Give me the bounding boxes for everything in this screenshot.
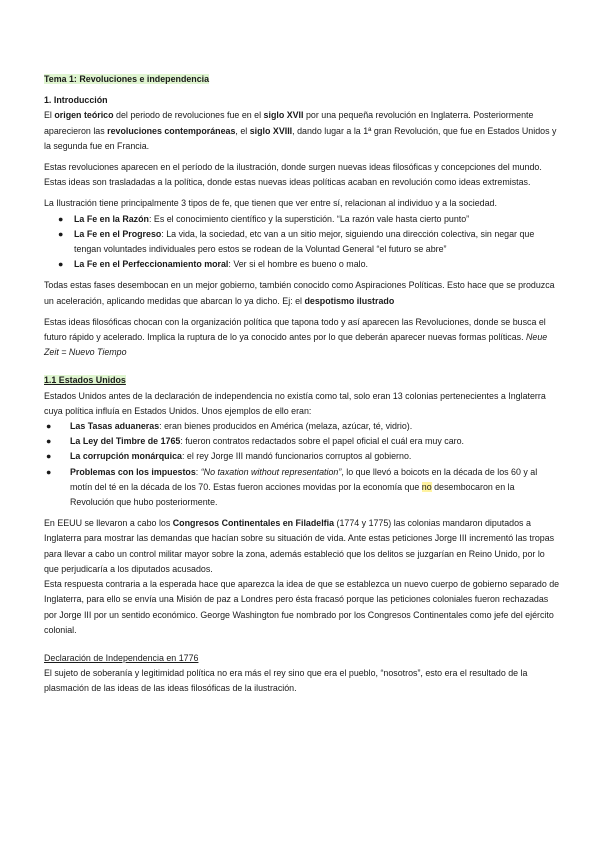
text-run: : Ver si el hombre es bueno o malo. xyxy=(228,259,369,270)
paragraph: Estados Unidos antes de la declaración de independencia no existía como tal, solo eran 13 colonias pertenecientes a Inglaterra cuya política influía en Estados Unidos. Unos ejemplos de ello eran: xyxy=(44,390,546,416)
bold-text: Problemas con los impuestos xyxy=(70,466,196,477)
text-run: desembocaron en la Revolución que hubo posteriormente. xyxy=(70,481,515,508)
bullet-list-ejemplos xyxy=(44,419,560,510)
bullet-item xyxy=(44,465,560,511)
text-run: por una pequeña revolución en Inglaterra. Posteriormente aparecieron las xyxy=(44,110,534,136)
highlighted-text: no xyxy=(421,481,432,492)
bold-text: Congresos Continentales en Filadelfia xyxy=(172,518,335,529)
italic-text: Neue Zeit = Nuevo Tiempo xyxy=(44,332,548,358)
bullet-item xyxy=(44,449,560,464)
bullet-icon: ● xyxy=(46,466,52,477)
italic-text: “No taxation without representation” xyxy=(200,466,342,477)
bold-text: origen teórico xyxy=(54,110,114,121)
paragraph xyxy=(44,278,560,308)
bullet-icon: ● xyxy=(46,421,52,432)
bold-text: siglo XVIII xyxy=(249,125,293,136)
section-heading-estados-unidos: 1.1 Estados Unidos xyxy=(44,375,126,386)
bullet-icon: ● xyxy=(46,451,52,462)
bullet-item xyxy=(44,257,560,272)
bold-text: revoluciones contemporáneas xyxy=(107,125,236,136)
bold-text: despotismo ilustrado xyxy=(304,295,395,306)
bullet-item xyxy=(44,434,560,449)
text-run: Todas estas fases desembocan en un mejor gobierno, también conocido como Aspiraciones Políticas. Esto hace que se produzca un aceleración, aplicando medidas que abarcan lo ya dicho. Ej: el xyxy=(44,280,555,306)
text-run: : el rey Jorge III mandó funcionarios corruptos al gobierno. xyxy=(181,451,412,462)
bold-text: siglo XVII xyxy=(263,110,304,121)
paragraph: Esta respuesta contraria a la esperada hace que aparezca la idea de que se establezca un nuevo cuerpo de gobierno separado de Inglaterra, para ello se envía una Misión de paz a Londres pero ésta fracasó porque las peticiones coloniales fueron rechazadas por Jorge III por un sentido económico. George Washington fue nombrado por los Congresos Continentales como jefe del ejército colonial. xyxy=(44,579,560,635)
bullet-icon: ● xyxy=(58,228,64,239)
text-run: El xyxy=(44,110,55,121)
text-run: : fueron contratos redactados sobre el papel oficial el cuál era muy caro. xyxy=(180,436,465,447)
paragraph: El sujeto de soberanía y legitimidad política no era más el rey sino que era el pueblo, “nosotros”, esto era el resultado de la plasmación de las ideas de las ideas filosóficas de la ilustración. xyxy=(44,668,528,694)
paragraph: Estas revoluciones aparecen en el período de la ilustración, donde surgen nuevas ideas filosóficas y concepciones del mundo. Estas ideas son trasladadas a la política, donde estas nuevas ideas políticas acaban en revolución como ideas extremistas. xyxy=(44,162,542,188)
text-run: Estas ideas filosóficas chocan con la organización política que tapona todo y así aparecen las Revoluciones, donde se busca el futuro rápido y acelerado. Implica la ruptura de lo ya conocido antes por lo que deberán aparecer nuevas formas políticas. xyxy=(44,316,546,343)
paragraph xyxy=(44,315,560,361)
document-title: Tema 1: Revoluciones e independencia xyxy=(44,74,210,84)
bullet-icon: ● xyxy=(58,259,64,270)
document-body xyxy=(44,72,560,697)
bullet-item xyxy=(44,227,560,257)
text-run: , el xyxy=(235,125,250,136)
text-run: , dando lugar a la 1ª gran Revolución, que fue en Estados Unidos y la segunda fue en Francia. xyxy=(44,125,557,151)
text-run: (1774 y 1775) las colonias mandaron diputados a Inglaterra para mostrar las demandas que hacían sobre su situación de vida. Ante estas peticiones Jorge III incrementó las tropas para llevar a cabo un control militar mayor sobre la zona, además estableció que los delitos se juzgarían en Reino Unido, por lo que perjudicaría a los diputados acusados. xyxy=(44,518,555,574)
text-run: : xyxy=(195,466,201,477)
text-run: : La vida, la sociedad, etc van a un sitio mejor, siguiendo una dirección colectiva, sin negar que tengan voluntades individuales pero estos se rodean de la Voluntad General “el futuro se abre” xyxy=(74,228,535,255)
paragraph xyxy=(44,516,560,577)
text-run: : Es el conocimiento científico y la superstición. “La razón vale hasta cierto punto” xyxy=(148,213,470,224)
bullet-item xyxy=(44,212,560,227)
section-heading-introduccion: 1. Introducción xyxy=(44,95,108,106)
text-run: , lo que llevó a boicots en la década de los 60 y al motín del té en la década de los 70. Estas fueron acciones movidas por la economía que xyxy=(70,466,538,492)
text-run: del periodo de revoluciones fue en el xyxy=(113,110,264,121)
bold-text: La Ley del Timbre de 1765 xyxy=(70,436,181,447)
section-heading-declaracion: Declaración de Independencia en 1776 xyxy=(44,652,199,663)
text-run: : eran bienes producidos en América (melaza, azúcar, té, vidrio). xyxy=(159,421,413,432)
bold-text: Las Tasas aduaneras xyxy=(70,421,160,432)
bullet-list-fe xyxy=(44,212,560,273)
bold-text: La Fe en el Progreso xyxy=(74,228,162,239)
bold-text: La corrupción monárquica xyxy=(70,451,182,462)
bullet-icon: ● xyxy=(46,436,52,447)
text-run: En EEUU se llevaron a cabo los xyxy=(44,518,173,529)
bold-text: La Fe en el Perfeccionamiento moral xyxy=(74,259,229,270)
paragraph xyxy=(44,108,560,154)
bold-text: La Fe en la Razón xyxy=(74,213,149,224)
bullet-item xyxy=(44,419,560,434)
bullet-icon: ● xyxy=(58,213,64,224)
paragraph: La Ilustración tiene principalmente 3 tipos de fe, que tienen que ver entre sí, relacionan al individuo y a la sociedad. xyxy=(44,198,497,209)
